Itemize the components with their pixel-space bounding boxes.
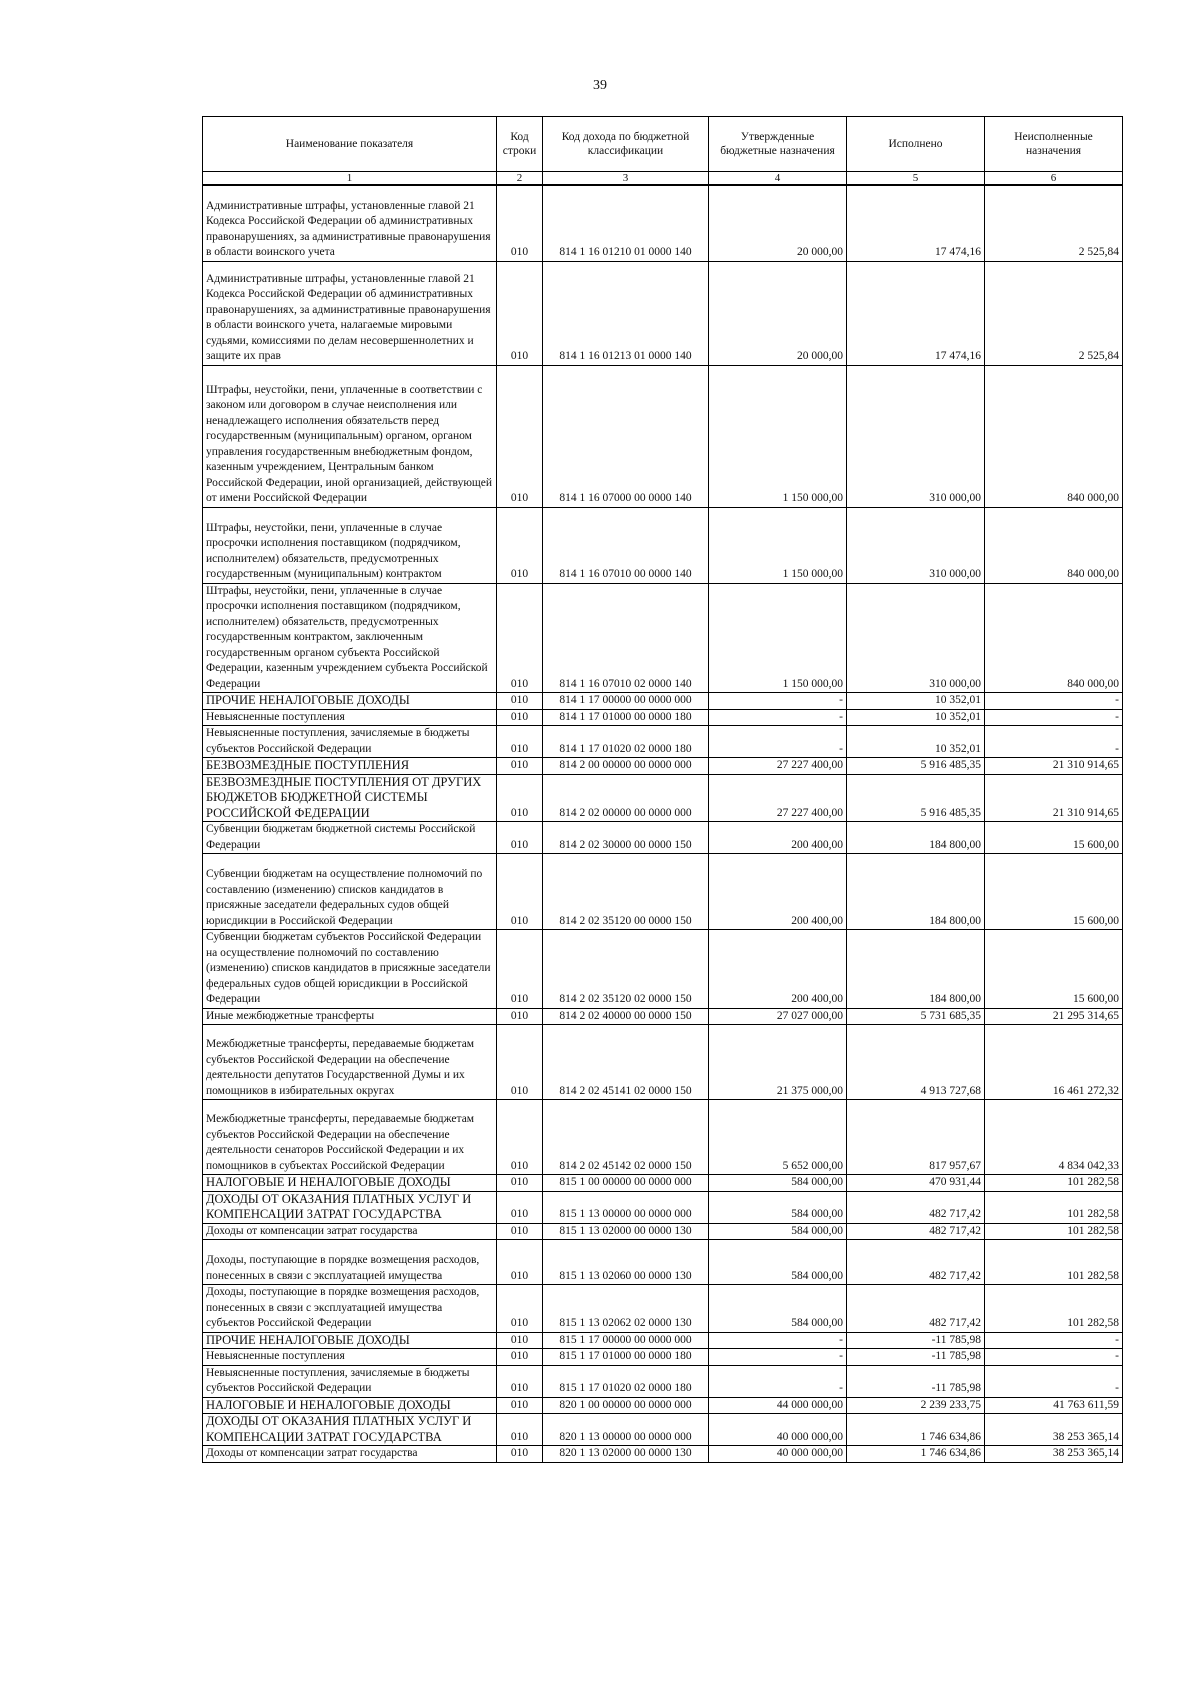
table-row: [203, 822, 1123, 854]
unexecuted-amount: 38 253 365,14: [985, 1446, 1123, 1463]
executed-amount: 310 000,00: [847, 583, 985, 693]
income-code: 815 1 13 02062 02 0000 130: [543, 1285, 709, 1333]
indicator-name: Штрафы, неустойки, пени, уплаченные в соответствии с законом или договором в случае неисполнения или ненадлежащего исполнения обязательств перед государственным (муниципальным) органом, органом управления государственным внебюджетным фондом, казенным учреждением, Центральным банком Российской Федерации, иной организацией, действующей от имени Российской Федерации: [203, 365, 497, 507]
approved-amount: 200 400,00: [709, 854, 847, 930]
income-code: 814 2 02 30000 00 0000 150: [543, 822, 709, 854]
executed-amount: 10 352,01: [847, 693, 985, 710]
executed-amount: 17 474,16: [847, 261, 985, 365]
approved-amount: 27 227 400,00: [709, 758, 847, 775]
unexecuted-amount: 101 282,58: [985, 1191, 1123, 1223]
unexecuted-amount: 840 000,00: [985, 507, 1123, 583]
indicator-name: Невыясненные поступления: [203, 1349, 497, 1366]
unexecuted-amount: 101 282,58: [985, 1285, 1123, 1333]
income-code: 815 1 13 00000 00 0000 000: [543, 1191, 709, 1223]
executed-amount: 482 717,42: [847, 1285, 985, 1333]
line-code: 010: [497, 758, 543, 775]
table-row: [203, 507, 1123, 583]
unexecuted-amount: 15 600,00: [985, 854, 1123, 930]
column-number: 5: [847, 172, 985, 186]
indicator-name: Межбюджетные трансферты, передаваемые бюджетам субъектов Российской Федерации на обеспечение деятельности депутатов Государственной Думы и их помощников в избирательных округах: [203, 1025, 497, 1100]
table-row: [203, 1414, 1123, 1446]
income-code: 814 1 16 07000 00 0000 140: [543, 365, 709, 507]
line-code: 010: [497, 1397, 543, 1414]
income-code: 814 2 02 00000 00 0000 000: [543, 774, 709, 822]
header-line-code: Код строки: [497, 117, 543, 172]
table-row: [203, 1349, 1123, 1366]
line-code: 010: [497, 1191, 543, 1223]
unexecuted-amount: 840 000,00: [985, 583, 1123, 693]
unexecuted-amount: -: [985, 1332, 1123, 1349]
indicator-name: ДОХОДЫ ОТ ОКАЗАНИЯ ПЛАТНЫХ УСЛУГ И КОМПЕНСАЦИИ ЗАТРАТ ГОСУДАРСТВА: [203, 1414, 497, 1446]
unexecuted-amount: 101 282,58: [985, 1223, 1123, 1240]
income-code: 815 1 17 00000 00 0000 000: [543, 1332, 709, 1349]
income-code: 814 1 17 01020 02 0000 180: [543, 726, 709, 758]
indicator-name: БЕЗВОЗМЕЗДНЫЕ ПОСТУПЛЕНИЯ: [203, 758, 497, 775]
table-row: [203, 854, 1123, 930]
approved-amount: 1 150 000,00: [709, 583, 847, 693]
approved-amount: 200 400,00: [709, 930, 847, 1009]
indicator-name: Иные межбюджетные трансферты: [203, 1008, 497, 1025]
indicator-name: Доходы от компенсации затрат государства: [203, 1223, 497, 1240]
table-row: [203, 1240, 1123, 1285]
line-code: 010: [497, 1175, 543, 1192]
income-code: 814 1 17 01000 00 0000 180: [543, 709, 709, 726]
executed-amount: 470 931,44: [847, 1175, 985, 1192]
approved-amount: -: [709, 1365, 847, 1397]
approved-amount: 200 400,00: [709, 822, 847, 854]
unexecuted-amount: 840 000,00: [985, 365, 1123, 507]
line-code: 010: [497, 1349, 543, 1366]
line-code: 010: [497, 1100, 543, 1175]
indicator-name: НАЛОГОВЫЕ И НЕНАЛОГОВЫЕ ДОХОДЫ: [203, 1175, 497, 1192]
approved-amount: 20 000,00: [709, 261, 847, 365]
approved-amount: 5 652 000,00: [709, 1100, 847, 1175]
unexecuted-amount: 16 461 272,32: [985, 1025, 1123, 1100]
table-row: [203, 709, 1123, 726]
table-row: [203, 1446, 1123, 1463]
executed-amount: 310 000,00: [847, 507, 985, 583]
income-code: 814 2 00 00000 00 0000 000: [543, 758, 709, 775]
unexecuted-amount: 21 310 914,65: [985, 758, 1123, 775]
line-code: 010: [497, 583, 543, 693]
table-row: [203, 930, 1123, 1009]
approved-amount: 584 000,00: [709, 1285, 847, 1333]
executed-amount: 5 731 685,35: [847, 1008, 985, 1025]
indicator-name: Межбюджетные трансферты, передаваемые бюджетам субъектов Российской Федерации на обеспечение деятельности сенаторов Российской Федерации и их помощников в субъектах Российской Федерации: [203, 1100, 497, 1175]
executed-amount: 184 800,00: [847, 854, 985, 930]
indicator-name: Доходы, поступающие в порядке возмещения расходов, понесенных в связи с эксплуатацией имущества: [203, 1240, 497, 1285]
executed-amount: 5 916 485,35: [847, 774, 985, 822]
executed-amount: 310 000,00: [847, 365, 985, 507]
executed-amount: 184 800,00: [847, 822, 985, 854]
column-number: 4: [709, 172, 847, 186]
approved-amount: -: [709, 693, 847, 710]
header-income-code: Код дохода по бюджетной классификации: [543, 117, 709, 172]
indicator-name: Субвенции бюджетам на осуществление полномочий по составлению (изменению) списков кандидатов в присяжные заседатели федеральных судов общей юрисдикции в Российской Федерации: [203, 854, 497, 930]
indicator-name: НАЛОГОВЫЕ И НЕНАЛОГОВЫЕ ДОХОДЫ: [203, 1397, 497, 1414]
line-code: 010: [497, 1223, 543, 1240]
indicator-name: Доходы от компенсации затрат государства: [203, 1446, 497, 1463]
unexecuted-amount: 21 295 314,65: [985, 1008, 1123, 1025]
approved-amount: 584 000,00: [709, 1240, 847, 1285]
indicator-name: ДОХОДЫ ОТ ОКАЗАНИЯ ПЛАТНЫХ УСЛУГ И КОМПЕНСАЦИИ ЗАТРАТ ГОСУДАРСТВА: [203, 1191, 497, 1223]
table-row: [203, 583, 1123, 693]
column-number: 3: [543, 172, 709, 186]
income-code: 814 1 16 01213 01 0000 140: [543, 261, 709, 365]
unexecuted-amount: 101 282,58: [985, 1175, 1123, 1192]
line-code: 010: [497, 185, 543, 261]
approved-amount: 1 150 000,00: [709, 365, 847, 507]
income-code: 814 2 02 35120 02 0000 150: [543, 930, 709, 1009]
executed-amount: 17 474,16: [847, 185, 985, 261]
unexecuted-amount: 15 600,00: [985, 822, 1123, 854]
approved-amount: 1 150 000,00: [709, 507, 847, 583]
table-row: [203, 365, 1123, 507]
line-code: 010: [497, 261, 543, 365]
executed-amount: 817 957,67: [847, 1100, 985, 1175]
table-row: [203, 1285, 1123, 1333]
unexecuted-amount: 2 525,84: [985, 185, 1123, 261]
table-row: [203, 1397, 1123, 1414]
table-row: [203, 774, 1123, 822]
unexecuted-amount: -: [985, 693, 1123, 710]
table-row: [203, 185, 1123, 261]
income-code: 815 1 13 02000 00 0000 130: [543, 1223, 709, 1240]
indicator-name: Доходы, поступающие в порядке возмещения расходов, понесенных в связи с эксплуатацией имущества субъектов Российской Федерации: [203, 1285, 497, 1333]
indicator-name: ПРОЧИЕ НЕНАЛОГОВЫЕ ДОХОДЫ: [203, 1332, 497, 1349]
table-row: [203, 1025, 1123, 1100]
column-number: 2: [497, 172, 543, 186]
indicator-name: Невыясненные поступления: [203, 709, 497, 726]
table-body: [203, 185, 1123, 1462]
executed-amount: -11 785,98: [847, 1365, 985, 1397]
table-row: [203, 1191, 1123, 1223]
unexecuted-amount: 2 525,84: [985, 261, 1123, 365]
approved-amount: 40 000 000,00: [709, 1446, 847, 1463]
indicator-name: БЕЗВОЗМЕЗДНЫЕ ПОСТУПЛЕНИЯ ОТ ДРУГИХ БЮДЖЕТОВ БЮДЖЕТНОЙ СИСТЕМЫ РОССИЙСКОЙ ФЕДЕРАЦИИ: [203, 774, 497, 822]
income-code: 814 1 17 00000 00 0000 000: [543, 693, 709, 710]
unexecuted-amount: -: [985, 726, 1123, 758]
executed-amount: -11 785,98: [847, 1349, 985, 1366]
line-code: 010: [497, 1414, 543, 1446]
line-code: 010: [497, 854, 543, 930]
approved-amount: 21 375 000,00: [709, 1025, 847, 1100]
indicator-name: Невыясненные поступления, зачисляемые в бюджеты субъектов Российской Федерации: [203, 1365, 497, 1397]
income-code: 814 2 02 45141 02 0000 150: [543, 1025, 709, 1100]
line-code: 010: [497, 1446, 543, 1463]
table-row: [203, 1100, 1123, 1175]
income-code: 814 1 16 07010 00 0000 140: [543, 507, 709, 583]
table-row: [203, 261, 1123, 365]
line-code: 010: [497, 507, 543, 583]
table-row: [203, 1332, 1123, 1349]
header-approved: Утвержденные бюджетные назначения: [709, 117, 847, 172]
column-number-row: [203, 172, 1123, 186]
unexecuted-amount: -: [985, 1349, 1123, 1366]
line-code: 010: [497, 365, 543, 507]
indicator-name: Административные штрафы, установленные главой 21 Кодекса Российской Федерации об административных правонарушениях, за административные правонарушения в области воинского учета, налагаемые мировыми судьями, комиссиями по делам несовершеннолетних и защите их прав: [203, 261, 497, 365]
executed-amount: 482 717,42: [847, 1240, 985, 1285]
executed-amount: 2 239 233,75: [847, 1397, 985, 1414]
income-code: 815 1 17 01000 00 0000 180: [543, 1349, 709, 1366]
income-code: 814 1 16 07010 02 0000 140: [543, 583, 709, 693]
income-code: 820 1 13 02000 00 0000 130: [543, 1446, 709, 1463]
line-code: 010: [497, 1365, 543, 1397]
header-unexecuted: Неисполненные назначения: [985, 117, 1123, 172]
approved-amount: -: [709, 726, 847, 758]
approved-amount: -: [709, 709, 847, 726]
header-name: Наименование показателя: [203, 117, 497, 172]
indicator-name: Штрафы, неустойки, пени, уплаченные в случае просрочки исполнения поставщиком (подрядчиком, исполнителем) обязательств, предусмотренных государственным (муниципальным) контрактом: [203, 507, 497, 583]
indicator-name: Невыясненные поступления, зачисляемые в бюджеты субъектов Российской Федерации: [203, 726, 497, 758]
unexecuted-amount: -: [985, 709, 1123, 726]
indicator-name: ПРОЧИЕ НЕНАЛОГОВЫЕ ДОХОДЫ: [203, 693, 497, 710]
unexecuted-amount: 101 282,58: [985, 1240, 1123, 1285]
column-number: 6: [985, 172, 1123, 186]
approved-amount: -: [709, 1349, 847, 1366]
table-row: [203, 726, 1123, 758]
table-row: [203, 1175, 1123, 1192]
line-code: 010: [497, 1025, 543, 1100]
line-code: 010: [497, 822, 543, 854]
executed-amount: 4 913 727,68: [847, 1025, 985, 1100]
line-code: 010: [497, 1008, 543, 1025]
line-code: 010: [497, 1332, 543, 1349]
approved-amount: 20 000,00: [709, 185, 847, 261]
header-executed: Исполнено: [847, 117, 985, 172]
income-code: 820 1 00 00000 00 0000 000: [543, 1397, 709, 1414]
unexecuted-amount: 15 600,00: [985, 930, 1123, 1009]
line-code: 010: [497, 930, 543, 1009]
income-code: 814 2 02 35120 00 0000 150: [543, 854, 709, 930]
approved-amount: 40 000 000,00: [709, 1414, 847, 1446]
income-code: 815 1 13 02060 00 0000 130: [543, 1240, 709, 1285]
revenue-table: [202, 116, 1123, 1463]
approved-amount: 44 000 000,00: [709, 1397, 847, 1414]
approved-amount: 584 000,00: [709, 1191, 847, 1223]
table-row: [203, 1008, 1123, 1025]
approved-amount: 584 000,00: [709, 1223, 847, 1240]
income-code: 814 1 16 01210 01 0000 140: [543, 185, 709, 261]
line-code: 010: [497, 1285, 543, 1333]
approved-amount: 27 027 000,00: [709, 1008, 847, 1025]
unexecuted-amount: 38 253 365,14: [985, 1414, 1123, 1446]
approved-amount: 584 000,00: [709, 1175, 847, 1192]
income-code: 815 1 17 01020 02 0000 180: [543, 1365, 709, 1397]
page-number: 39: [593, 78, 607, 93]
unexecuted-amount: 4 834 042,33: [985, 1100, 1123, 1175]
line-code: 010: [497, 726, 543, 758]
line-code: 010: [497, 693, 543, 710]
unexecuted-amount: 21 310 914,65: [985, 774, 1123, 822]
executed-amount: -11 785,98: [847, 1332, 985, 1349]
column-number: 1: [203, 172, 497, 186]
indicator-name: Субвенции бюджетам бюджетной системы Российской Федерации: [203, 822, 497, 854]
line-code: 010: [497, 709, 543, 726]
line-code: 010: [497, 774, 543, 822]
income-code: 814 2 02 40000 00 0000 150: [543, 1008, 709, 1025]
table-row: [203, 1223, 1123, 1240]
indicator-name: Административные штрафы, установленные главой 21 Кодекса Российской Федерации об административных правонарушениях, за административные правонарушения в области воинского учета: [203, 185, 497, 261]
approved-amount: -: [709, 1332, 847, 1349]
table-row: [203, 1365, 1123, 1397]
line-code: 010: [497, 1240, 543, 1285]
table-row: [203, 758, 1123, 775]
executed-amount: 482 717,42: [847, 1223, 985, 1240]
unexecuted-amount: -: [985, 1365, 1123, 1397]
table-row: [203, 693, 1123, 710]
indicator-name: Субвенции бюджетам субъектов Российской Федерации на осуществление полномочий по составлению (изменению) списков кандидатов в присяжные заседатели федеральных судов общей юрисдикции в Российской Федерации: [203, 930, 497, 1009]
executed-amount: 1 746 634,86: [847, 1414, 985, 1446]
approved-amount: 27 227 400,00: [709, 774, 847, 822]
header-row: [203, 117, 1123, 172]
executed-amount: 1 746 634,86: [847, 1446, 985, 1463]
income-code: 820 1 13 00000 00 0000 000: [543, 1414, 709, 1446]
income-code: 815 1 00 00000 00 0000 000: [543, 1175, 709, 1192]
income-code: 814 2 02 45142 02 0000 150: [543, 1100, 709, 1175]
executed-amount: 482 717,42: [847, 1191, 985, 1223]
executed-amount: 10 352,01: [847, 726, 985, 758]
executed-amount: 10 352,01: [847, 709, 985, 726]
unexecuted-amount: 41 763 611,59: [985, 1397, 1123, 1414]
executed-amount: 5 916 485,35: [847, 758, 985, 775]
indicator-name: Штрафы, неустойки, пени, уплаченные в случае просрочки исполнения поставщиком (подрядчиком, исполнителем) обязательств, предусмотренных государственным контрактом, заключенным государственным органом субъекта Российской Федерации, казенным учреждением субъекта Российской Федерации: [203, 583, 497, 693]
executed-amount: 184 800,00: [847, 930, 985, 1009]
